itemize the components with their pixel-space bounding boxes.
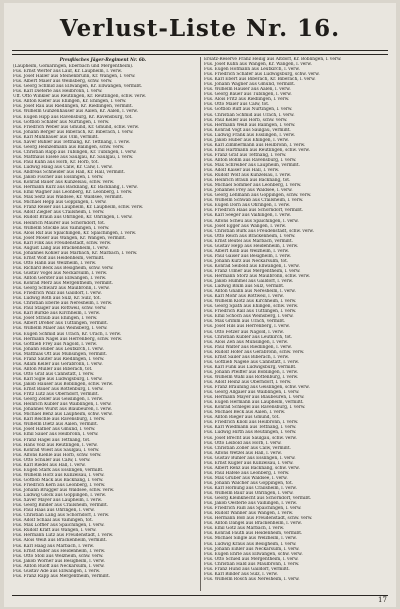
casualty-entry: Füs. Johann Wagner aus Gmünd, vermißt. <box>204 82 296 88</box>
casualty-entry: Füs. Josef Haller aus Steinenbrunn, Kr. Wangen, l. verw. <box>13 74 136 80</box>
casualty-entry: Füs. Max Gruber aus Waldsee, l. verw. <box>204 475 288 481</box>
casualty-entry: Füs. Anton Dangel aus Brackenheim, l. verw. <box>204 521 302 527</box>
casualty-entry: Füs. Franz Bräuning aus Geislingen, schw. verw. <box>204 385 310 391</box>
casualty-entry: Füs. Otto Maier aus Calw, tot. <box>204 102 270 108</box>
casualty-entry: Füs. Rudolf Kraft aus Wangen, l. verw. <box>13 528 97 534</box>
casualty-entry: Füs. Heinrich Maurer aus Schorndorf, tot. <box>13 220 106 226</box>
casualty-entry: Füs. Wilhelm Stöckle aus Vaihingen, l. verw. <box>13 225 110 231</box>
casualty-entry: Füs. Hermann Boß aus Freudenstadt, schw. verw. <box>204 516 313 522</box>
casualty-entry: Füs. Wilhelm Hauser aus Aalen, l. verw. <box>204 87 291 93</box>
casualty-entry: Füs. Johann Walcher aus Göppingen, tot. <box>204 480 294 486</box>
casualty-entry: Füs. Gottlieb Frey aus Nagold, l. verw. <box>13 341 98 347</box>
casualty-entry: Füs. Gottlob Ruff aus Nürtingen, l. verw. <box>204 107 293 113</box>
casualty-entry: Füs. Franz Reiser aus Laupheim, Kr. Laupheim, schw. verw. <box>13 205 144 211</box>
document-page <box>4 3 396 607</box>
casualty-entry: Füs. Michael Benz aus Laupheim, schw. verw. <box>13 412 113 418</box>
casualty-entry: Füs. Johann Pfeiffer aus Böblingen, l. verw. <box>204 369 299 375</box>
casualty-entry: Füs. Wilhelm Klotz aus Kirchheim, l. verw. <box>204 299 297 305</box>
casualty-entry: Füs. Hans Volz aus Reutlingen, l. verw. <box>13 442 98 448</box>
casualty-entry: Füs. Rudolf Braun aus Öhringen, Kr. Öhringen, l. verw. <box>13 215 133 221</box>
casualty-entry: Füs. Christian Kübler aus Leutkirch, tot. <box>204 334 293 340</box>
casualty-entry: Füs. Franz Hagel aus Tettnang, tot. <box>13 437 91 443</box>
casualty-entry: Füs. Johann Huber aus Leutkirch, l. verw. <box>13 346 104 352</box>
casualty-entry: Füs. Wilhelm Baur aus Öhringen, l. verw. <box>204 491 294 497</box>
casualty-entry: Füs. Karl Riedel aus Hall, l. verw. <box>13 462 86 468</box>
casualty-entry: Füs. Alfons Scheu aus Spaichingen, l. verw. <box>204 218 299 224</box>
casualty-entry: Füs. Friedrich Rall aus Tuttlingen, l. verw. <box>204 309 297 315</box>
casualty-entry: Füs. Anton Böhm aus Ravensburg, l. verw. <box>204 157 297 163</box>
page-title: Verlust-Liste Nr. 16. <box>59 15 341 42</box>
casualty-entry: Füs. Gottlob Mack aus Backnang, l. verw. <box>13 477 104 483</box>
casualty-entry: Füs. Ludwig Glock aus Göppingen, l. verw. <box>13 493 107 499</box>
casualty-entry: Füs. Christian Lang aus Schorndorf, l. verw. <box>13 513 110 519</box>
casualty-entry: Füs. Otto Stoll aus Welzheim, schw. verw. <box>13 553 104 559</box>
casualty-entry: Füs. Hermann Mayer aus Blaubeuren, l. verw. <box>204 395 305 401</box>
casualty-entry: Füs. Eugen Dorn aus Öhringen, l. verw. <box>204 203 291 209</box>
casualty-entry: Füs. Karl Zimmermann aus Heilbronn, l. verw. <box>204 142 306 148</box>
casualty-entry: Füs. Anton Rieger aus Gmünd, tot. <box>204 415 280 421</box>
casualty-entry: Füs. Hermann Kurz aus Backnang, Kr. Backnang, l. verw. <box>13 185 138 191</box>
casualty-entry: Füs. Georg Schwarz aus Maulbronn, l. verw. <box>13 286 110 292</box>
casualty-entry: Füs. Ludwig Roth aus Sulz, Kr. Sulz, tot. <box>13 296 101 302</box>
casualty-entry: Füs. Gustav Bühler aus Esslingen, l. verw. <box>204 455 296 461</box>
casualty-entry: Füs. Otto Schuler aus Calw, l. verw. <box>13 457 91 463</box>
casualty-entry: Füs. Josef Hafner aus Gmünd, l. verw. <box>13 427 96 433</box>
casualty-entry: Füs. Johann Kurz aus Neckarsulm, tot. <box>204 258 289 264</box>
casualty-entry: Füs. Wilhelm Maier aus Weinsberg, l. verw. <box>13 326 108 332</box>
casualty-entry: Füs. Ernst Wolf aus Heidenheim, vermißt. <box>13 255 105 261</box>
casualty-entry: Füs. Anton Ruoff aus Neckarsulm, l. verw. <box>13 563 105 569</box>
title-rule <box>12 50 388 51</box>
casualty-entry: Füs. Max Schreiber aus Laupheim, vermißt. <box>204 162 300 168</box>
casualty-entry: Füs. Friedrich Walz aus Gaildorf, l. verw. <box>13 291 102 297</box>
casualty-entry: Füs. Jakob Wörner aus Besigheim, l. verw. <box>13 558 105 564</box>
casualty-entry: Füs. Josef Brecht aus Saulgau, schw. verw. <box>204 435 297 441</box>
casualty-entry: Füs. Franz Sauter aus Riedlingen, l. verw. <box>13 356 105 362</box>
casualty-entry: Füs. Adolf Ziegler aus Crailsheim, l. verw. <box>13 210 105 216</box>
casualty-entry: Füs. Johannes Kohler aus Marbach, Kr. Marbach, l. verw. <box>13 250 138 256</box>
casualty-entry: Füs. Josef Moser aus Wangen, Kr. Wangen, vermißt. <box>13 235 127 241</box>
casualty-entry: Füs. Michael Beck aus Aalen, l. verw. <box>204 410 286 416</box>
casualty-entry: Ersatz-Reserve Franz Heilig aus Altdorf, Kr. Böblingen, l. verw. <box>204 57 342 62</box>
casualty-entry: Füs. Gustav Hepp aus Heidenheim, l. verw. <box>204 243 299 249</box>
casualty-entry: Füs. Jakob Fischer aus Esslingen, l. verw. <box>13 175 104 181</box>
casualty-entry: Füs. Emil Götz aus Marbach, l. verw. <box>204 526 285 532</box>
casualty-entry: Füs. Georg Allgaier aus Waiblingen, l. verw. <box>204 390 300 396</box>
casualty-entry: Füs. Georg Binder aus Crailsheim, vermißt. <box>13 503 109 509</box>
casualty-entry: Füs. Hermann Weiß aus Balingen, l. verw. <box>204 122 296 128</box>
casualty-entry: Füs. Andreas Schneider aus Hall, Kr. Hall, vermißt. <box>13 170 125 176</box>
casualty-entry: Füs. Konrad Merz aus Mergentheim, vermißt. <box>13 281 114 287</box>
casualty-entry: Füs. Karl Dieterle aus Heilbronn, l. verw. <box>13 89 103 95</box>
casualty-entry: Füs. Wilhelm Rösch aus Neresheim, l. verw. <box>204 576 300 582</box>
casualty-entry: Füs. Jakob Hummel aus Gaildorf, l. verw. <box>204 279 294 285</box>
casualty-entry: Füs. Anton Gerster aus Ellwangen, l. verw. <box>13 276 107 282</box>
casualty-entry: Füs. Otto Graf aus Cannstatt, l. verw. <box>13 371 95 377</box>
casualty-entry: Füs. Xaver Mayer aus Laupheim, l. verw. <box>13 498 103 504</box>
casualty-entry: Füs. Eugen Hermann aus Laupheim, vermißt. <box>204 400 304 406</box>
casualty-entry: Füs. Karl Ebert aus Biberach, Kr. Biberach, l. verw. <box>204 77 316 83</box>
casualty-entry: Füs. Ernst Werfer aus Lauf, Kr. Laupheim, l. verw. <box>13 69 123 75</box>
casualty-entry: Füs. Anton Müller aus Biberach, tot. <box>13 366 93 372</box>
casualty-entry: Füs. Alfons Wetzel aus Hall, l. verw. <box>204 450 282 456</box>
casualty-entry: Füs. Alois Zeh aus Münsingen, l. verw. <box>204 339 288 345</box>
casualty-entry: Füs. Ludwig Hirth aus Reutlingen, l. verw. <box>204 430 297 436</box>
casualty-entry: Füs. Otto Hahn aus Welzheim, l. verw. <box>13 260 97 266</box>
casualty-entry: Füs. Emil Sauer aus Heilbronn, l. verw. <box>13 432 99 438</box>
casualty-entry: Füs. Alfons Kienle aus Horb, schw. verw. <box>13 452 102 458</box>
casualty-entry: Füs. Eugen Ehrle aus Ellwangen, schw. verw. <box>204 551 303 557</box>
casualty-entry: Füs. Ludwig Kraus aus Besigheim, l. verw. <box>204 541 297 547</box>
casualty-entry: Füs. Rudolf Wolf aus Künzelsau, l. verw. <box>204 173 292 179</box>
casualty-entry: Füs. Richard Beck aus Besigheim, schw. verw. <box>13 265 114 271</box>
casualty-entry: Füs. Christian Bürk aus Freudenstadt, schw. verw. <box>204 228 314 234</box>
casualty-entry: Füs. Jakob Oesterle aus Vaihingen, l. verw. <box>204 501 298 507</box>
casualty-entry: Füs. Eugen Hofmann aus Leutkirch, l. verw. <box>204 67 300 73</box>
casualty-entry: Füs. Konrad Seibold aus Ellwangen, l. verw. <box>204 263 300 269</box>
casualty-entry: Füs. Ernst Bader aus Heidenheim, l. verw. <box>13 548 106 554</box>
casualty-entry: Füs. Hermann Lutz aus Freudenstadt, l. verw. <box>13 533 114 539</box>
casualty-entry: Füs. Michael Sommer aus Leonberg, l. verw. <box>204 183 302 189</box>
casualty-entry: Füs. Anton Gnann aus Neresheim, l. verw. <box>204 289 296 295</box>
casualty-entry: Füs. Michael Hepp aus Göppingen, l. verw. <box>13 200 107 206</box>
casualty-entry: Füs. Friedrich Schäfer aus Ludwigsburg, schw. verw. <box>204 72 320 78</box>
casualty-entry: Füs. Wilhelm Gunzenhauser aus Aalen, Kr. Aalen, l. verw. <box>13 109 138 115</box>
casualty-entry: Füs. Ernst Sailer aus Biberach, l. verw. <box>204 354 290 360</box>
casualty-entry: Füs. Karl Binder aus Sulz, l. verw. <box>204 571 278 577</box>
casualty-entry: Füs. Konrad Vogt aus Saulgau, vermißt. <box>204 127 291 133</box>
casualty-entry: Füs. Emil Schoch aus Weinsberg, l. verw. <box>204 314 294 320</box>
casualty-entry: Füs. Alois Fritz aus Riedlingen, l. verw. <box>204 97 290 103</box>
casualty-entry: Füs. Friedrich Weber aus Gmünd, Kr. Gmünd, schw. verw. <box>13 124 139 130</box>
casualty-entry: Füs. Otto Reich aus Brackenheim, l. verw. <box>204 233 296 239</box>
casualty-entry: Füs. Konrad Bauer aus Künzelsau, schw. verw. <box>13 180 115 186</box>
casualty-entry: Füs. Josef Egger aus Wangen, l. verw. <box>204 223 287 229</box>
casualty-entry: Füs. Anton Kiefer aus Ehingen, Kr. Ehingen, l. verw. <box>13 99 127 105</box>
casualty-entry: Füs. Ernst Kugler aus Künzelsau, l. verw. <box>204 460 294 466</box>
casualty-entry: Füs. Ludwig Haug aus Calw, Kr. Calw, l. verw. <box>13 164 113 170</box>
casualty-entry: Füs. Konrad Wiest aus Saulgau, l. verw. <box>13 447 100 453</box>
section-heading: Preußisches Jäger-Regiment Nr. 6b. <box>59 58 147 63</box>
casualty-entry: Füs. Johann Eißler aus Neckarsulm, l. verw. <box>204 546 300 552</box>
casualty-entry: Füs. Hermann Nagel aus Herrenberg, schw. verw. <box>13 336 123 342</box>
casualty-entry: Füs. Adolf Heinz aus Oberndorf, l. verw. <box>204 380 292 385</box>
casualty-entry: Füs. Adolf Kaiser aus Hall, l. verw. <box>204 168 280 174</box>
casualty-entry: Füs. Eugen Stark aus Esslingen, vermißt. <box>13 467 104 473</box>
casualty-entry: Füs. Matthias Ott aus Münsingen, vermißt. <box>13 351 108 357</box>
casualty-entry: Füs. Ernst Beutel aus Marbach, vermißt. <box>204 238 293 244</box>
casualty-entry: Füs. Paul Häfele aus Leonberg, l. verw. <box>204 470 290 476</box>
casualty-entry: Füs. Paul Kuhn aus Horb, Kr. Horb, tot. <box>13 159 99 165</box>
casualty-entry: Füs. Wilhelm Hörz aus Künzelsau, l. verw. <box>13 472 105 478</box>
casualty-entry: Füs. Jakob Huber aus Ehingen, l. verw. <box>204 137 289 143</box>
casualty-entry: Füs. Rudolf Wanner aus Wangen, l. verw. <box>204 511 294 517</box>
casualty-entry: Füs. Christian Rapp aus Tübingen, Kr. Tübingen, l. verw. <box>13 149 137 155</box>
footer-rule <box>12 595 388 596</box>
casualty-entry: Füs. Karl Wiedmann aus Tettnang, l. verw. <box>204 425 297 431</box>
casualty-entry: Füs. Georg Lehmann aus Göppingen, schw. verw. <box>204 193 312 199</box>
casualty-entry: Füs. Gustav Ade aus Ellwangen, l. verw. <box>13 568 101 574</box>
casualty-entry: Füs. August Lang aus Brackenheim, l. verw. <box>13 245 109 251</box>
casualty-entry: Füs. Hermann Storz aus Maulbronn, schw. verw. <box>204 274 311 280</box>
page-number: 17 <box>378 596 387 604</box>
casualty-entry: Füs. Franz Graf aus Tettnang, l. verw. <box>204 152 287 158</box>
casualty-entry: Füs. Matthäus Eisele aus Saulgau, Kr. Saulgau, l. verw. <box>13 154 134 160</box>
casualty-entry: Füs. Wilhelm Schwab aus Crailsheim, l. verw. <box>204 198 304 204</box>
casualty-entry: Füs. Eugen Hipp aus Ravensburg, Kr. Ravensburg, tot. <box>13 114 133 120</box>
casualty-entry: Füs. Fritz Lutz aus Oberndorf, vermißt. <box>13 392 99 398</box>
casualty-entry: Füs. Konrad Schlegel aus Ravensburg, l. verw. <box>204 405 306 411</box>
casualty-entry: Füs. Georg Heinzelmann aus Balingen, schw. verw. <box>13 144 125 150</box>
casualty-entry: Füs. Rudolf Hofer aus Gerabronn, schw. verw. <box>204 349 305 355</box>
casualty-entry: Füs. Paul Gaiser aus Besigheim, l. verw. <box>204 253 292 259</box>
casualty-entry: Füs. Otto Leibold aus Horb, l. verw. <box>204 440 282 446</box>
casualty-entry: (Laupheim, Gomaringen, Eberbach und Mergentheim). <box>13 64 134 70</box>
casualty-entry: Füs. Karl Reichle aus Ravensburg, l. verw. <box>13 417 106 423</box>
title-rule-thin <box>12 54 388 55</box>
casualty-entry: Füs. Christian Zoller aus Calw, vermißt. <box>204 445 291 451</box>
casualty-entry: Füs. Emil Wagner aus Leonberg, Kr. Leonberg, l. verw. <box>13 190 133 196</box>
casualty-entry: Füs. Adam Keller aus Gerabronn, l. verw. <box>13 361 103 367</box>
casualty-entry: Füs. Albert Maier aus Weinsberg, schw. verw. <box>13 79 113 85</box>
casualty-entry: Füs. Friedrich Knoll aus Heilbronn, l. verw. <box>204 420 299 426</box>
casualty-entry: Füs. Eugen Schmid aus Urach, Kr. Urach, l. verw. <box>13 331 122 337</box>
casualty-entry: Füs. Josef Rau aus Riedlingen, Kr. Riedlingen, vermißt. <box>13 104 134 110</box>
casualty-entry: Füs. Ludwig Frank aus Esslingen, l. verw. <box>204 132 295 138</box>
casualty-entry: Füs. Alois Weiß aus Brackenheim, vermißt. <box>13 538 107 544</box>
left-column <box>13 57 193 593</box>
casualty-entry: Füs. Adolf Schaal aus Vaihingen, tot. <box>13 518 94 524</box>
casualty-entry: Füs. Johannes Frey aus Waldsee, l. verw. <box>204 188 293 194</box>
casualty-entry: Füs. Friedrich Kern aus Leonberg, l. verw. <box>13 482 106 488</box>
casualty-entry: Füs. Wilhelm Wahl aus Rottenburg, l. verw. <box>204 374 299 380</box>
casualty-entry: Füs. Johannes Wurst aus Blaubeuren, l. verw. <box>13 407 112 413</box>
casualty-entry: Füs. Heinrich Braun aus Backnang, tot. <box>204 178 291 184</box>
casualty-entry: Füs. Christian Hald aus Maulbronn, l. verw. <box>204 561 300 567</box>
casualty-entry: Füs. Alois Ruf aus Spaichingen, Kr. Spaichingen, l. verw. <box>13 230 137 236</box>
casualty-entry: Füs. Karl Funk aus Ludwigsburg, vermißt. <box>204 364 297 370</box>
casualty-entry: Füs. Karl Hornung aus Crailsheim, l. verw. <box>204 485 297 491</box>
casualty-entry: Füs. Gottlieb Nägele aus Cannstatt, l. verw. <box>204 359 300 365</box>
casualty-entry: Füs. Georg Bauer aus Tübingen, l. verw. <box>204 92 292 98</box>
casualty-entry: Füs. Georg Schmid aus Ellwangen, Kr. Ellwangen, vermißt. <box>13 84 143 90</box>
casualty-entry: Füs. Friedrich Haas aus Schorndorf, vermißt. <box>204 208 304 214</box>
casualty-entry: Füs. Paul Walter aus Riedlingen, l. verw. <box>204 344 292 350</box>
casualty-entry: Füs. Michael Single aus Welzheim, l. verw. <box>204 536 297 542</box>
casualty-entry: Füs. Konrad Fauth aus Heidenheim, vermißt. <box>204 531 303 537</box>
casualty-entry: Füs. Emil Hartmann aus Reutlingen, schw. verw. <box>204 147 310 153</box>
casualty-entry: Füs. Johann Brugger aus Waldsee, schw. verw. <box>13 487 115 493</box>
casualty-entry: Füs. Georg Zeller aus Geislingen, l. verw. <box>13 397 104 403</box>
casualty-entry: Füs. Friedrich Faiß aus Spaichingen, l. verw. <box>204 506 302 512</box>
casualty-entry: Füs. Franz Ulmer aus Mergentheim, l. verw. <box>204 268 301 274</box>
casualty-entry: Füs. Paul Staiger aus Rottweil, schw. verw. <box>13 306 107 312</box>
casualty-entry: Füs. Karl Mohr aus Rottweil, l. verw. <box>204 294 284 300</box>
casualty-entry: Füs. Franz Hund aus Gaildorf, vermißt. <box>204 566 290 572</box>
casualty-entry: Füs. Gottlob Schäfer aus Nürtingen, l. verw. <box>13 119 110 125</box>
casualty-entry: Füs. Christian Eberle aus Neresheim, l. verw. <box>13 301 113 307</box>
casualty-entry: Füs. Johann Berger aus Biberach, Kr. Biberach, l. verw. <box>13 129 134 135</box>
casualty-entry: Füs. Wilhelm Dietz aus Aalen, vermißt. <box>13 422 99 428</box>
casualty-entry: Füs. Otto Fetzer aus Nagold, l. verw. <box>204 329 284 335</box>
casualty-entry: Füs. Karl Sigle aus Ludwigsburg, l. verw. <box>13 376 103 382</box>
casualty-entry: Füs. Otto Schied aus Mergentheim, l. verw. <box>204 556 299 562</box>
column-divider <box>200 57 201 591</box>
casualty-entry: Füs. Karl Seeger aus Vaihingen, l. verw. <box>204 213 291 219</box>
casualty-entry: Füs. Josef Kuhn aus Wangen, Kr. Wangen, l. verw. <box>204 62 312 68</box>
casualty-entry: Füs. Max Seitz aus Waldsee, Kr. Waldsee, vermißt. <box>13 195 124 201</box>
right-column <box>204 57 384 593</box>
casualty-entry: Füs. Albert Kolb aus Welzheim, l. verw. <box>204 248 290 254</box>
casualty-entry: Füs. Paul Haas aus Öhringen, l. verw. <box>13 508 95 514</box>
casualty-entry: Füs. Ernst Bauer aus Rottenburg, l. verw. <box>13 387 104 393</box>
casualty-entry: Füs. Georg Kleinknecht aus Schorndorf, vermißt. <box>204 496 312 502</box>
casualty-entry: Füs. Christian Schmid aus Urach, l. verw. <box>204 112 295 118</box>
casualty-entry: Füs. Albert Renz aus Backnang, schw. verw. <box>204 465 300 471</box>
casualty-entry: Füs. Karl Haag aus Marbach, l. verw. <box>13 543 95 549</box>
casualty-entry: Füs. Franz Rapp aus Mergentheim, vermißt. <box>13 573 111 579</box>
casualty-entry: Füs. Josef Straub aus Ehingen, l. verw. <box>13 316 98 322</box>
casualty-entry: Füs. Georg Späth aus Ehingen, schw. verw. <box>204 304 299 310</box>
casualty-entry: Füs. Karl Fink aus Freudenstadt, schw. verw. <box>13 240 112 246</box>
casualty-entry: Uff. Otto Winkler aus Reutlingen, Kr. Reutlingen, schw. verw. <box>13 94 147 100</box>
casualty-entry: Füs. Paul Keller aus Horb, schw. verw. <box>204 117 288 123</box>
casualty-entry: Füs. Jakob Hauser aus Böblingen, schw. verw. <box>13 382 114 387</box>
casualty-entry: Füs. Max Löffler aus Spaichingen, l. verw. <box>13 523 105 529</box>
casualty-entry: Füs. Albert Dreher aus Tuttlingen, vermißt. <box>13 321 109 327</box>
casualty-entry: Füs. Karl Mühlbauer aus Ulm, vermißt. <box>13 134 99 140</box>
casualty-entry: Füs. Ludwig Blum aus Sulz, vermißt. <box>204 284 285 290</box>
casualty-entry: Füs. Karl Bürkle aus Kirchheim, l. verw. <box>13 311 100 317</box>
casualty-entry: Füs. Heinrich Kübler aus Waiblingen, l. verw. <box>13 402 112 408</box>
casualty-entry: Füs. Max Grimm aus Urach, vermißt. <box>204 319 286 325</box>
casualty-entry: Füs. Xaver Bühler aus Tettnang, Kr. Tettnang, l. verw. <box>13 139 131 145</box>
casualty-entry: Füs. Josef Hils aus Herrenberg, l. verw. <box>204 324 290 330</box>
casualty-entry: Füs. Gustav Vogel aus Neckarsulm, l. verw. <box>13 270 108 276</box>
